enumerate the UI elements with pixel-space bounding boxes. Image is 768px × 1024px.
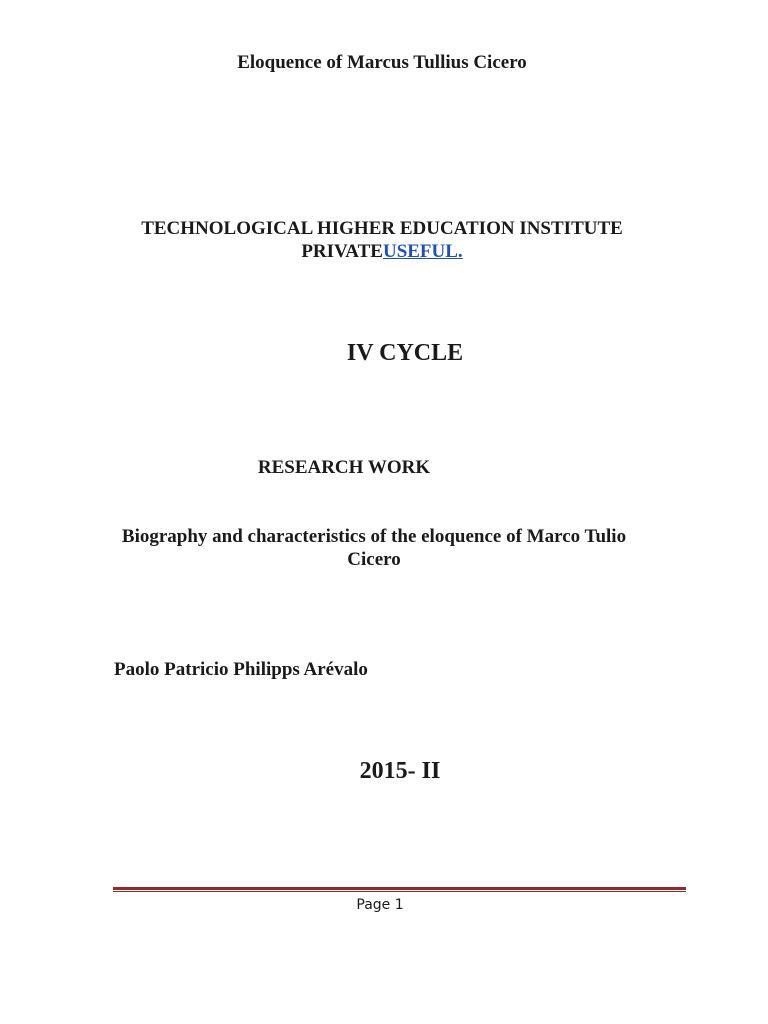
work-title: Biography and characteristics of the eloquence of Marco Tulio Cicero <box>121 526 627 570</box>
cycle-heading: IV CYCLE <box>346 340 464 366</box>
author-name: Paolo Patricio Philipps Arévalo <box>114 659 368 680</box>
footer-divider <box>113 887 686 893</box>
footer-divider-thick <box>113 887 686 890</box>
header-title-text: Eloquence of Marcus Tullius Cicero <box>237 52 527 73</box>
academic-year: 2015- II <box>359 758 441 784</box>
page-number: Page 1 <box>356 897 404 913</box>
footer-divider-thin <box>113 891 686 892</box>
institute-line-1: TECHNOLOGICAL HIGHER EDUCATION INSTITUTE <box>141 218 623 239</box>
running-header <box>0 52 768 74</box>
work-type-heading: RESEARCH WORK <box>257 457 431 478</box>
institute-line-2 <box>110 240 654 263</box>
institute-prefix: PRIVATE <box>301 241 383 262</box>
institute-name <box>110 217 654 263</box>
institute-link[interactable]: USEFUL. <box>382 241 463 262</box>
